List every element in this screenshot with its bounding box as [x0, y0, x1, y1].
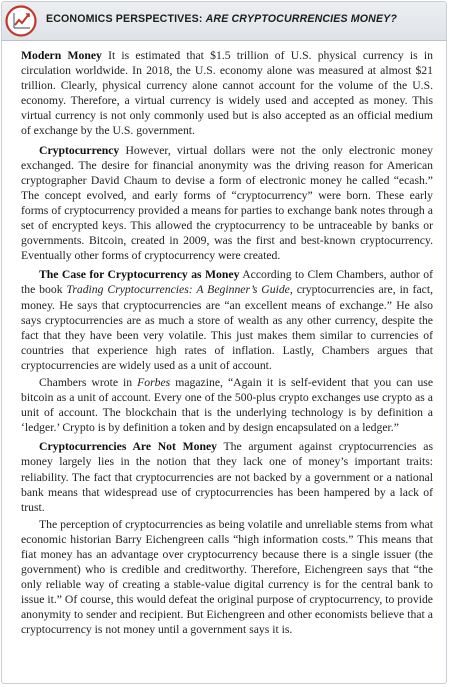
article-body [21, 48, 433, 640]
line-chart-icon [4, 4, 38, 38]
lead-cryptocurrency: Cryptocurrency [39, 143, 120, 157]
text-modern-money: It is estimated that $1.5 trillion of U.S. physical currency is in circulation worldwide. In 2018, the U.S. economy alone was measured at almost $21 trillion. Clearly, physical currency alone cannot account for the volume of the U.S. economy. Therefore, a virtual currency is widely used and accepted as money. This virtual currency is not only commonly used but is also accepted as an official medium of exchange by the U.S. government. [21, 49, 434, 138]
magazine-title: Forbes [137, 375, 171, 389]
text-case-for-after: , cryptocurrencies are, in fact, money. He says that cryptocurrencies are “an excellent means of exchange.” He also says cryptocurrencies are as much a store of wealth as any other currency, despite the fact that they have been very volatile. This just makes them similar to currencies of countries that experience high rates of inflation. Lastly, Chambers argues that cryptocurrencies are widely used as a unit of account. [21, 283, 433, 372]
feature-box [1, 1, 447, 684]
text-forbes-before: Chambers wrote in [39, 375, 133, 389]
book-title: Trading Cryptocurrencies: A Beginner’s Guide [66, 283, 290, 297]
paragraph-cryptocurrency [21, 143, 433, 264]
feature-header [2, 2, 447, 41]
text-case-for-before: According to Clem Chambers, author of the book [21, 268, 433, 297]
paragraph-forbes-quote [21, 375, 433, 435]
lead-modern-money: Modern Money [21, 49, 102, 62]
feature-title-main: ECONOMICS PERSPECTIVES: [46, 13, 203, 25]
feature-title [46, 13, 397, 25]
paragraph-modern-money [21, 48, 433, 139]
text-forbes-after: magazine, “Again it is self-evident that you can use bitcoin as a unit of account. Every one of the 500-plus crypto exchanges use crypto as a unit of account. The blockchain that is the underlying technology is by definition a ‘ledger.’ Crypto is by definition a token and by design encapsulated on a ledger.” [21, 375, 434, 435]
feature-subtitle: ARE CRYPTOCURRENCIES MONEY? [205, 13, 398, 25]
text-perception: The perception of cryptocurrencies as being volatile and unreliable stems from what economic historian Barry Eichengreen calls “high information costs.” This means that fiat money has an advantage over cryptocurrency because there is a single issuer (the government) who is credible and creditworthy. Therefore, Eichengreen says that “the only reliable way of creating a stable-value digital currency is for the central bank to issue it.” Of course, this would defeat the original purpose of cryptocurrency, to provide anonymity to sender and recipient. But Eichengreen and other economists believe that a cryptocurrency is not money until a government says it is. [21, 517, 433, 637]
text-not-money: The argument against cryptocurrencies as money largely lies in the notion that they lack one of money’s important traits: reliability. The fact that cryptocurrencies are not backed by a government or a national bank means that widespread use of cryptocurrencies has been hampered by a lack of trust. [21, 440, 433, 514]
lead-not-money: Cryptocurrencies Are Not Money [39, 440, 217, 454]
lead-case-for: The Case for Cryptocurrency as Money [39, 268, 240, 282]
paragraph-perception [21, 517, 433, 638]
text-cryptocurrency: However, virtual dollars were not the only electronic money exchanged. The desire for financial anonymity was the driving reason for American cryptographer David Chaum to devise a form of electronic money he called “ecash.” The concept evolved, and early forms of “cryptocurrency” were born. These early forms of cryptocurrency provided a means for parties to exchange bank notes through a set of encrypted keys. This allowed the cryptocurrency to be untraceable by banks or governments. Bitcoin, created in 2009, was the first and best-known cryptocurrency. Eventually other forms of cryptocurrency were created. [21, 143, 434, 263]
paragraph-case-for [21, 267, 433, 373]
paragraph-not-money [21, 439, 433, 514]
